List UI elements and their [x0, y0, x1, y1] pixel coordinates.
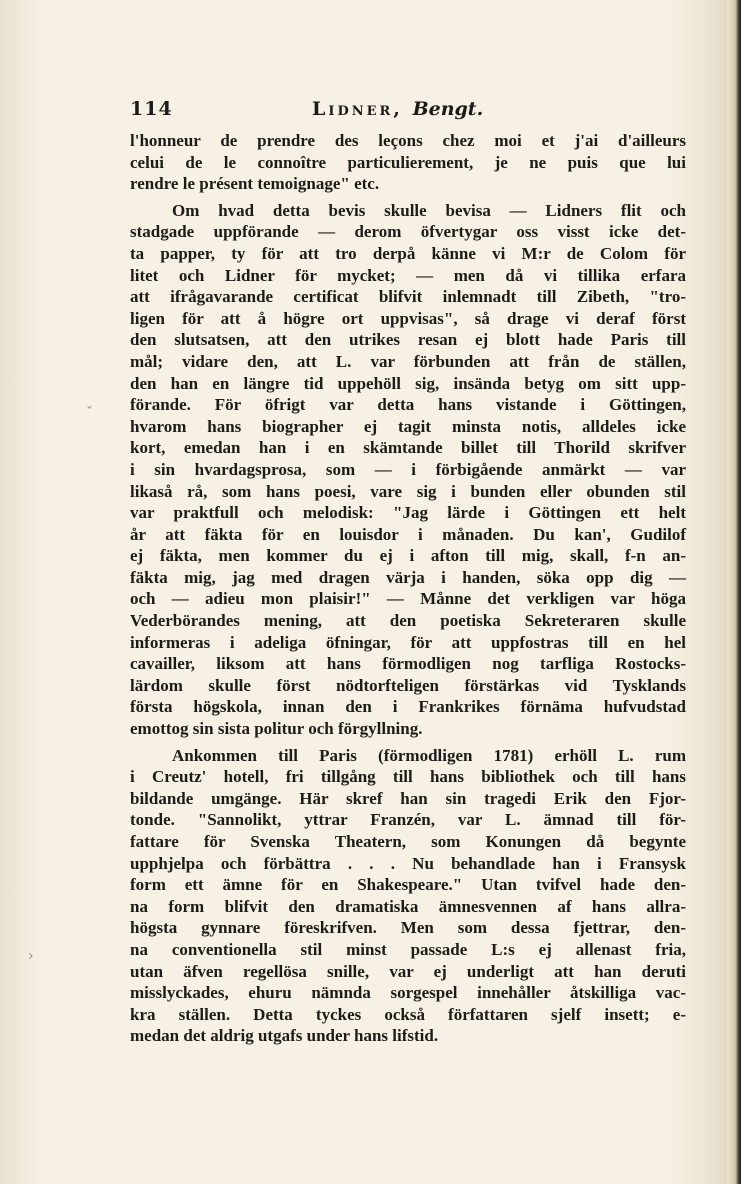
text-line: fattare för Svenska Theatern, som Konungen då begynte: [130, 832, 686, 851]
margin-arrow-icon: ›: [28, 948, 34, 964]
running-head: [312, 98, 483, 120]
text-line: kra ställen. Detta tyckes också författaren sjelf insett; e-: [130, 1004, 686, 1024]
text-line: första högskola, innan den i Frankrikes förnäma hufvudstad: [130, 697, 686, 717]
text-line: na conventionella stil minst passade L:s ej allenast fria,: [130, 939, 686, 959]
text-line: år att fäkta för en louisdor i månaden. Du kan', Gudilof: [130, 524, 686, 544]
text-line: fäkta mig, jag med dragen värja i handen, söka opp dig —: [130, 567, 686, 587]
text-line: medan det aldrig utgafs under hans lifstid.: [130, 1026, 439, 1046]
text-line: cavailler, liksom att hans förmodligen nog tarfliga Rostocks-: [130, 654, 686, 674]
page-edge-shadow: [727, 0, 741, 1184]
text-line: stadgade uppförande — derom öfvertygar oss visst icke det-: [130, 222, 686, 242]
text-line: Om hvad detta bevis skulle bevisa — Lidners flit och: [172, 200, 686, 220]
paragraph: [130, 745, 686, 1047]
text-line: litet och Lidner för mycket; — men då vi tillika erfara: [130, 265, 686, 285]
text-line: den han en längre tid uppehöll sig, insända betyg om sitt upp-: [130, 373, 686, 393]
text-line: att ifrågavarande certificat blifvit inlemnadt till Zibeth, "tro-: [130, 287, 686, 307]
text-line: hvarom hans biographer ej tagit minsta notis, alldeles icke: [130, 416, 686, 436]
text-line: emottog sin sista politur och förgyllning.: [130, 719, 423, 739]
text-line: ta papper, ty för att tro derpå känne vi M:r de Colom för: [130, 243, 686, 263]
text-line: lärdom skulle först nödtorfteligen förstärkas vid Tysklands: [130, 675, 686, 695]
text-line: informeras i adeliga öfningar, för att uppfostras till en hel: [130, 632, 686, 652]
running-head-surname: Lidner,: [312, 98, 403, 120]
text-line: celui de le connoître particulierement, je ne puis que lui: [130, 152, 686, 172]
text-line: var praktfull och melodisk: "Jag lärde i Göttingen ett helt: [130, 503, 686, 523]
text-line: och — adieu mon plaisir!" — Månne det verkligen var höga: [130, 589, 686, 609]
text-line: mål; vidare den, att L. var förbunden att från de ställen,: [130, 351, 686, 371]
text-line: likaså rå, som hans poesi, vare sig i bunden eller obunden stil: [130, 481, 686, 501]
text-line: ligen för att å högre ort uppvisas", så drage vi deraf först: [130, 308, 686, 328]
text-line: förande. För öfrigt var detta hans vistande i Göttingen,: [130, 395, 686, 415]
page-number: 114: [130, 98, 173, 120]
text-line: form ett ämne för en Shakespeare." Utan tvifvel hade den-: [130, 875, 686, 895]
text-line: na form blifvit den dramatiska ämnesvennen af hans allra-: [130, 896, 686, 916]
text-line: misslyckades, ehuru nämnda sorgespel innehåller åtskilliga vac-: [130, 983, 686, 1003]
text-line: bildande umgänge. Här skref han sin tragedi Erik den Fjor-: [130, 788, 686, 808]
margin-mark-icon: ˯: [86, 393, 93, 409]
text-line: rendre le présent temoignage" etc.: [130, 174, 380, 194]
text-line: tonde. "Sannolikt, yttrar Franzén, var L. ämnad till för-: [130, 810, 686, 830]
text-line: upphjelpa och förbättra . . . Nu behandlade han i Fransysk: [130, 853, 686, 873]
text-line: utan äfven regellösa snille, var ej underligt att han deruti: [130, 961, 686, 981]
text-line: i Creutz' hotell, fri tillgång till hans bibliothek och till hans: [130, 767, 686, 787]
text-line: i sin hvardagsprosa, som — i förbigående anmärkt — var: [130, 459, 686, 479]
text-line: l'honneur de prendre des leçons chez moi et j'ai d'ailleurs: [130, 131, 686, 150]
running-head-given-name: Bengt.: [412, 98, 484, 120]
text-line: den slutsatsen, att den utrikes resan ej blott hade Paris till: [130, 330, 686, 350]
paragraph: [130, 200, 686, 740]
text-line: Vederbörandes mening, att den poetiska Sekreteraren skulle: [130, 611, 686, 631]
paragraph: [130, 130, 686, 195]
text-line: högsta gynnare föreskrifven. Men som dessa fjettrar, den-: [130, 918, 686, 938]
page-header: [130, 96, 686, 130]
text-line: Ankommen till Paris (förmodligen 1781) erhöll L. rum: [172, 745, 686, 765]
text-line: kort, emedan han i en skämtande billet till Thorild skrifver: [130, 438, 686, 458]
text-line: ej fäkta, men kommer du ej i afton till mig, skall, f-n an-: [130, 546, 686, 566]
page-content: [130, 96, 686, 1047]
body-text: [130, 130, 686, 1047]
